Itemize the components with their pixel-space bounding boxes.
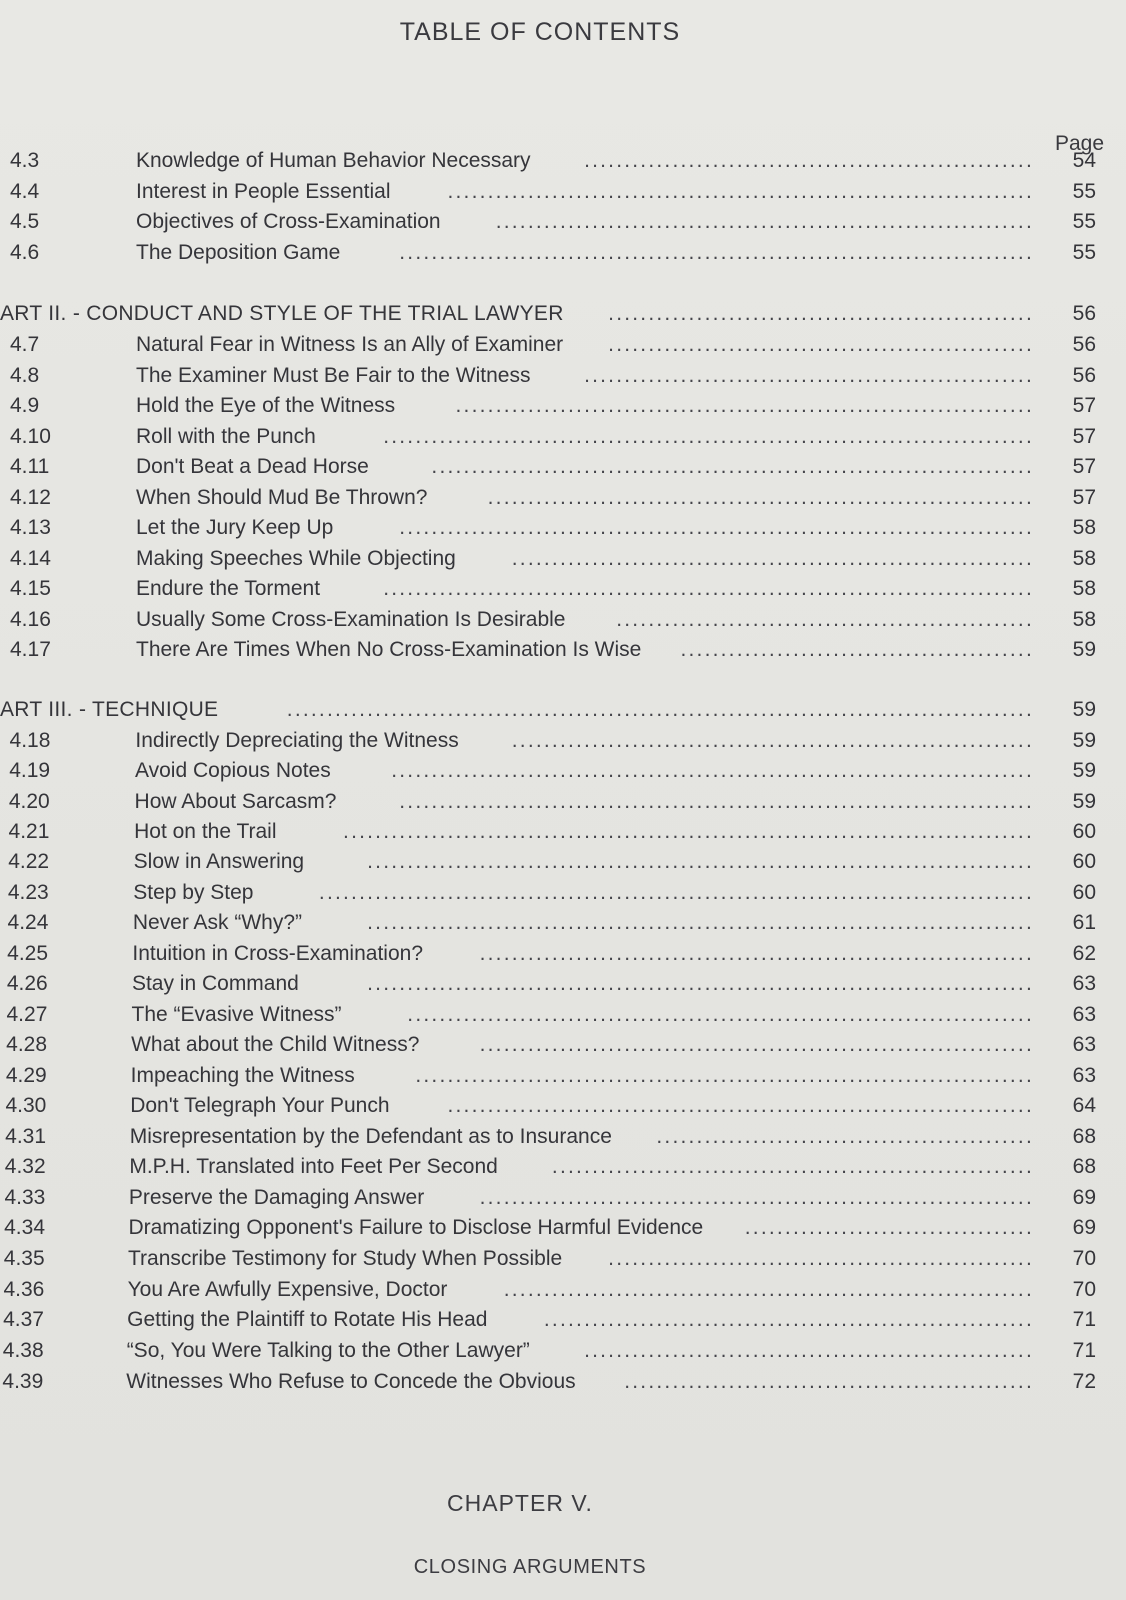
toc-entry	[0, 1030, 1126, 1060]
toc-part-heading	[0, 299, 1126, 329]
toc-entry	[0, 969, 1126, 999]
toc-page-number: 55	[1072, 241, 1096, 264]
toc-section-title: Hold the Eye of the Witness	[136, 394, 396, 417]
toc-page-number: 62	[1072, 942, 1096, 965]
toc-entry	[0, 939, 1126, 969]
toc-page-number: 69	[1072, 1186, 1096, 1209]
toc-leader-dots: ..............................................................................	[407, 1003, 1034, 1026]
toc-page-number: 68	[1072, 1125, 1096, 1148]
toc-entry	[0, 452, 1126, 482]
toc-leader-dots: ...................................................	[624, 1370, 1034, 1393]
toc-section-title: “So, You Were Talking to the Other Lawyer”	[126, 1339, 530, 1362]
toc-section-title: The “Evasive Witness”	[131, 1003, 342, 1026]
toc-section-number: 4.35	[3, 1247, 45, 1270]
toc-page-number: 61	[1072, 911, 1096, 934]
toc-leader-dots: .............................................................................	[415, 1064, 1034, 1087]
toc-section-number: 4.24	[7, 911, 49, 934]
toc-section-number: 4.7	[10, 333, 40, 356]
toc-section-number: 4.22	[8, 850, 50, 873]
toc-section-number: 4.30	[5, 1094, 47, 1117]
toc-section-title: Hot on the Trail	[134, 820, 277, 843]
toc-entry	[0, 207, 1126, 237]
page-title: TABLE OF CONTENTS	[399, 18, 681, 46]
toc-leader-dots: ...............................................................................	[399, 516, 1034, 539]
toc-section-title: Usually Some Cross-Examination Is Desirable	[136, 608, 566, 631]
toc-section-number: 4.23	[7, 881, 49, 904]
toc-section-number: 4.16	[10, 608, 51, 631]
toc-entry	[0, 1183, 1126, 1213]
toc-leader-dots: ........................................................	[584, 149, 1034, 172]
toc-page-number: 71	[1072, 1339, 1096, 1362]
toc-section-title: Interest in People Essential	[136, 180, 391, 203]
toc-entry	[0, 878, 1126, 908]
toc-section-title: Don't Beat a Dead Horse	[136, 455, 369, 478]
chapter-heading: CHAPTER V.	[447, 1490, 593, 1516]
toc-leader-dots: .....................................................	[608, 1247, 1034, 1270]
toc-page-number: 60	[1072, 881, 1096, 904]
toc-section-title: Intuition in Cross-Examination?	[132, 942, 423, 965]
toc-entry	[0, 1061, 1126, 1091]
toc-section-title: Indirectly Depreciating the Witness	[135, 729, 459, 752]
toc-entry	[0, 847, 1126, 877]
toc-entry	[0, 1244, 1126, 1274]
toc-leader-dots: ....................................................................	[487, 486, 1034, 509]
toc-entry	[0, 908, 1126, 938]
toc-section-number: 4.6	[10, 241, 40, 264]
toc-section-number: 4.21	[8, 820, 50, 843]
toc-part-title: ART II. - CONDUCT AND STYLE OF THE TRIAL LAWYER	[0, 302, 564, 325]
toc-entry	[0, 1152, 1126, 1182]
toc-section-title: What about the Child Witness?	[131, 1033, 420, 1056]
toc-section-title: Objectives of Cross-Examination	[136, 210, 441, 233]
toc-entry	[0, 513, 1126, 543]
toc-section-title: Roll with the Punch	[136, 425, 316, 448]
toc-section-number: 4.10	[10, 425, 51, 448]
toc-section-title: When Should Mud Be Thrown?	[136, 486, 428, 509]
toc-leader-dots: .............................................................................................	[286, 698, 1034, 721]
toc-entry	[0, 635, 1126, 665]
toc-section-title: Witnesses Who Refuse to Concede the Obvious	[126, 1370, 576, 1393]
toc-leader-dots: ........................................................................	[455, 394, 1034, 417]
toc-leader-dots: ...............................................................................	[399, 241, 1034, 264]
toc-section-title: M.P.H. Translated into Feet Per Second	[129, 1155, 498, 1178]
toc-page-number: 58	[1072, 577, 1096, 600]
toc-leader-dots: ..................................................................	[503, 1278, 1034, 1301]
toc-leader-dots: ....................................	[744, 1216, 1034, 1239]
toc-page-number: 63	[1072, 1064, 1096, 1087]
toc-leader-dots: .....................................................	[608, 302, 1034, 325]
toc-section-title: Avoid Copious Notes	[134, 759, 331, 782]
toc-section-number: 4.5	[10, 210, 40, 233]
toc-section-number: 4.4	[10, 180, 40, 203]
toc-section-number: 4.18	[9, 729, 51, 752]
toc-leader-dots: .............................................................	[543, 1308, 1034, 1331]
toc-entry	[0, 1091, 1126, 1121]
toc-page-number: 71	[1072, 1308, 1096, 1331]
toc-section-number: 4.29	[5, 1064, 47, 1087]
toc-leader-dots: ...................................................................................	[367, 850, 1034, 873]
toc-page-number: 59	[1072, 698, 1096, 721]
toc-section-title: Let the Jury Keep Up	[136, 516, 334, 539]
toc-entry	[0, 361, 1126, 391]
toc-part-title: ART III. - TECHNIQUE	[0, 698, 219, 721]
page-column-header: Page	[1054, 132, 1104, 155]
toc-section-number: 4.13	[10, 516, 51, 539]
toc-page-number: 69	[1072, 1216, 1096, 1239]
toc-section-number: 4.20	[8, 790, 50, 813]
toc-section-title: Slow in Answering	[133, 850, 305, 873]
toc-page-number: 57	[1072, 486, 1096, 509]
toc-section-number: 4.33	[4, 1186, 46, 1209]
toc-page-number: 63	[1072, 1003, 1096, 1026]
toc-entry	[0, 574, 1126, 604]
toc-section-title: Preserve the Damaging Answer	[128, 1186, 425, 1209]
toc-section-title: Impeaching the Witness	[130, 1064, 355, 1087]
toc-page-number: 57	[1072, 425, 1096, 448]
toc-section-number: 4.15	[10, 577, 51, 600]
toc-section-number: 4.28	[6, 1033, 48, 1056]
toc-leader-dots: .....................................................................	[479, 942, 1034, 965]
toc-section-number: 4.17	[10, 638, 51, 661]
toc-page-number: 59	[1072, 729, 1096, 752]
toc-leader-dots: .................................................................................	[383, 577, 1034, 600]
toc-section-number: 4.32	[4, 1155, 46, 1178]
toc-entry	[0, 177, 1126, 207]
toc-page-number: 58	[1072, 608, 1096, 631]
toc-section-title: The Deposition Game	[136, 241, 341, 264]
toc-leader-dots: .........................................................................	[447, 1094, 1034, 1117]
toc-leader-dots: ........................................................	[584, 364, 1034, 387]
toc-section-number: 4.25	[7, 942, 49, 965]
toc-section-number: 4.37	[3, 1308, 44, 1331]
toc-page-number: 70	[1072, 1278, 1096, 1301]
toc-page-number: 57	[1072, 394, 1096, 417]
toc-leader-dots: ...............................................................................	[399, 790, 1034, 813]
toc-leader-dots: .................................................................	[511, 547, 1034, 570]
toc-section-number: 4.31	[5, 1125, 47, 1148]
toc-section-title: Natural Fear in Witness Is an Ally of Examiner	[136, 333, 564, 356]
toc-leader-dots: ...................................................................................	[367, 972, 1034, 995]
toc-entry	[0, 1213, 1126, 1243]
toc-leader-dots: ......................................................................................	[343, 820, 1034, 843]
toc-entry	[0, 1275, 1126, 1305]
toc-section-number: 4.14	[10, 547, 51, 570]
toc-leader-dots: .........................................................................	[447, 180, 1034, 203]
toc-leader-dots: ............................................................	[551, 1155, 1034, 1178]
toc-section-title: Getting the Plaintiff to Rotate His Head	[127, 1308, 488, 1331]
toc-page-number: 59	[1072, 759, 1096, 782]
toc-entry	[0, 787, 1126, 817]
toc-section-number: 4.3	[10, 149, 40, 172]
toc-section-title: The Examiner Must Be Fair to the Witness	[136, 364, 531, 387]
toc-leader-dots: ...............................................	[656, 1125, 1034, 1148]
toc-page-number: 60	[1072, 820, 1096, 843]
toc-entry	[0, 1122, 1126, 1152]
toc-page-number: 70	[1072, 1247, 1096, 1270]
toc-section-title: There Are Times When No Cross-Examination Is Wise	[136, 638, 642, 661]
toc-page-number: 59	[1072, 790, 1096, 813]
toc-section-title: Transcribe Testimony for Study When Possible	[128, 1247, 563, 1270]
toc-page-number: 57	[1072, 455, 1096, 478]
toc-leader-dots: .....................................................................	[479, 1033, 1034, 1056]
toc-page-number: 55	[1072, 210, 1096, 233]
toc-section-title: Knowledge of Human Behavior Necessary	[136, 149, 531, 172]
toc-page-number: 63	[1072, 972, 1096, 995]
toc-section-number: 4.8	[10, 364, 40, 387]
toc-entry	[0, 1367, 1126, 1397]
toc-leader-dots: .....................................................................	[479, 1186, 1034, 1209]
toc-section-number: 4.34	[4, 1216, 45, 1239]
toc-section-title: Step by Step	[133, 881, 254, 904]
toc-section-title: How About Sarcasm?	[134, 790, 337, 813]
toc-page-number: 60	[1072, 850, 1096, 873]
toc-page-number: 68	[1072, 1155, 1096, 1178]
toc-entry	[0, 391, 1126, 421]
chapter-subtitle: CLOSING ARGUMENTS	[413, 1556, 647, 1578]
toc-section-number: 4.9	[10, 394, 40, 417]
toc-entry	[0, 146, 1126, 176]
toc-entry	[0, 330, 1126, 360]
toc-leader-dots: ............................................	[680, 638, 1034, 661]
toc-section-number: 4.26	[6, 972, 48, 995]
toc-leader-dots: ................................................................................	[391, 759, 1034, 782]
toc-leader-dots: ...................................................................................	[367, 911, 1034, 934]
toc-entry	[0, 422, 1126, 452]
toc-leader-dots: .................................................................	[511, 729, 1034, 752]
toc-page-number: 58	[1072, 516, 1096, 539]
toc-section-number: 4.19	[9, 759, 51, 782]
toc-entry	[0, 1336, 1126, 1366]
toc-section-number: 4.27	[6, 1003, 48, 1026]
toc-page-number: 72	[1072, 1370, 1096, 1393]
toc-page-number: 56	[1072, 302, 1096, 325]
toc-part-heading	[0, 695, 1126, 725]
toc-page-number: 56	[1072, 333, 1096, 356]
toc-section-title: You Are Awfully Expensive, Doctor	[127, 1278, 448, 1301]
toc-leader-dots: .................................................................................	[383, 425, 1034, 448]
toc-section-title: Don't Telegraph Your Punch	[130, 1094, 390, 1117]
toc-leader-dots: ........................................................	[584, 1339, 1034, 1362]
toc-section-title: Dramatizing Opponent's Failure to Disclose Harmful Evidence	[128, 1216, 704, 1239]
toc-page-number: 56	[1072, 364, 1096, 387]
toc-section-number: 4.39	[2, 1370, 44, 1393]
toc-entry	[0, 756, 1126, 786]
toc-section-number: 4.12	[10, 486, 51, 509]
toc-leader-dots: ...................................................................	[495, 210, 1034, 233]
toc-section-title: Never Ask “Why?”	[132, 911, 303, 934]
toc-section-number: 4.38	[2, 1339, 44, 1362]
toc-section-number: 4.36	[3, 1278, 45, 1301]
toc-leader-dots: .........................................................................................	[318, 881, 1034, 904]
toc-entry	[0, 605, 1126, 635]
toc-section-number: 4.11	[10, 455, 50, 478]
toc-entry	[0, 483, 1126, 513]
toc-leader-dots: .....................................................	[608, 333, 1034, 356]
toc-entry	[0, 817, 1126, 847]
toc-page-number: 55	[1072, 180, 1096, 203]
toc-page-number: 59	[1072, 638, 1096, 661]
toc-section-title: Making Speeches While Objecting	[136, 547, 456, 570]
toc-leader-dots: ....................................................	[616, 608, 1034, 631]
toc-section-title: Stay in Command	[131, 972, 299, 995]
toc-entry	[0, 1305, 1126, 1335]
toc-leader-dots: ...........................................................................	[431, 455, 1034, 478]
toc-page-number: 63	[1072, 1033, 1096, 1056]
toc-entry	[0, 238, 1126, 268]
toc-page-number: 64	[1072, 1094, 1096, 1117]
toc-page-number: 58	[1072, 547, 1096, 570]
toc-entry	[0, 1000, 1126, 1030]
toc-entry	[0, 544, 1126, 574]
toc-section-title: Misrepresentation by the Defendant as to Insurance	[129, 1125, 612, 1148]
toc-entry	[0, 726, 1126, 756]
toc-page-number: 54	[1072, 149, 1096, 172]
toc-section-title: Endure the Torment	[136, 577, 321, 600]
